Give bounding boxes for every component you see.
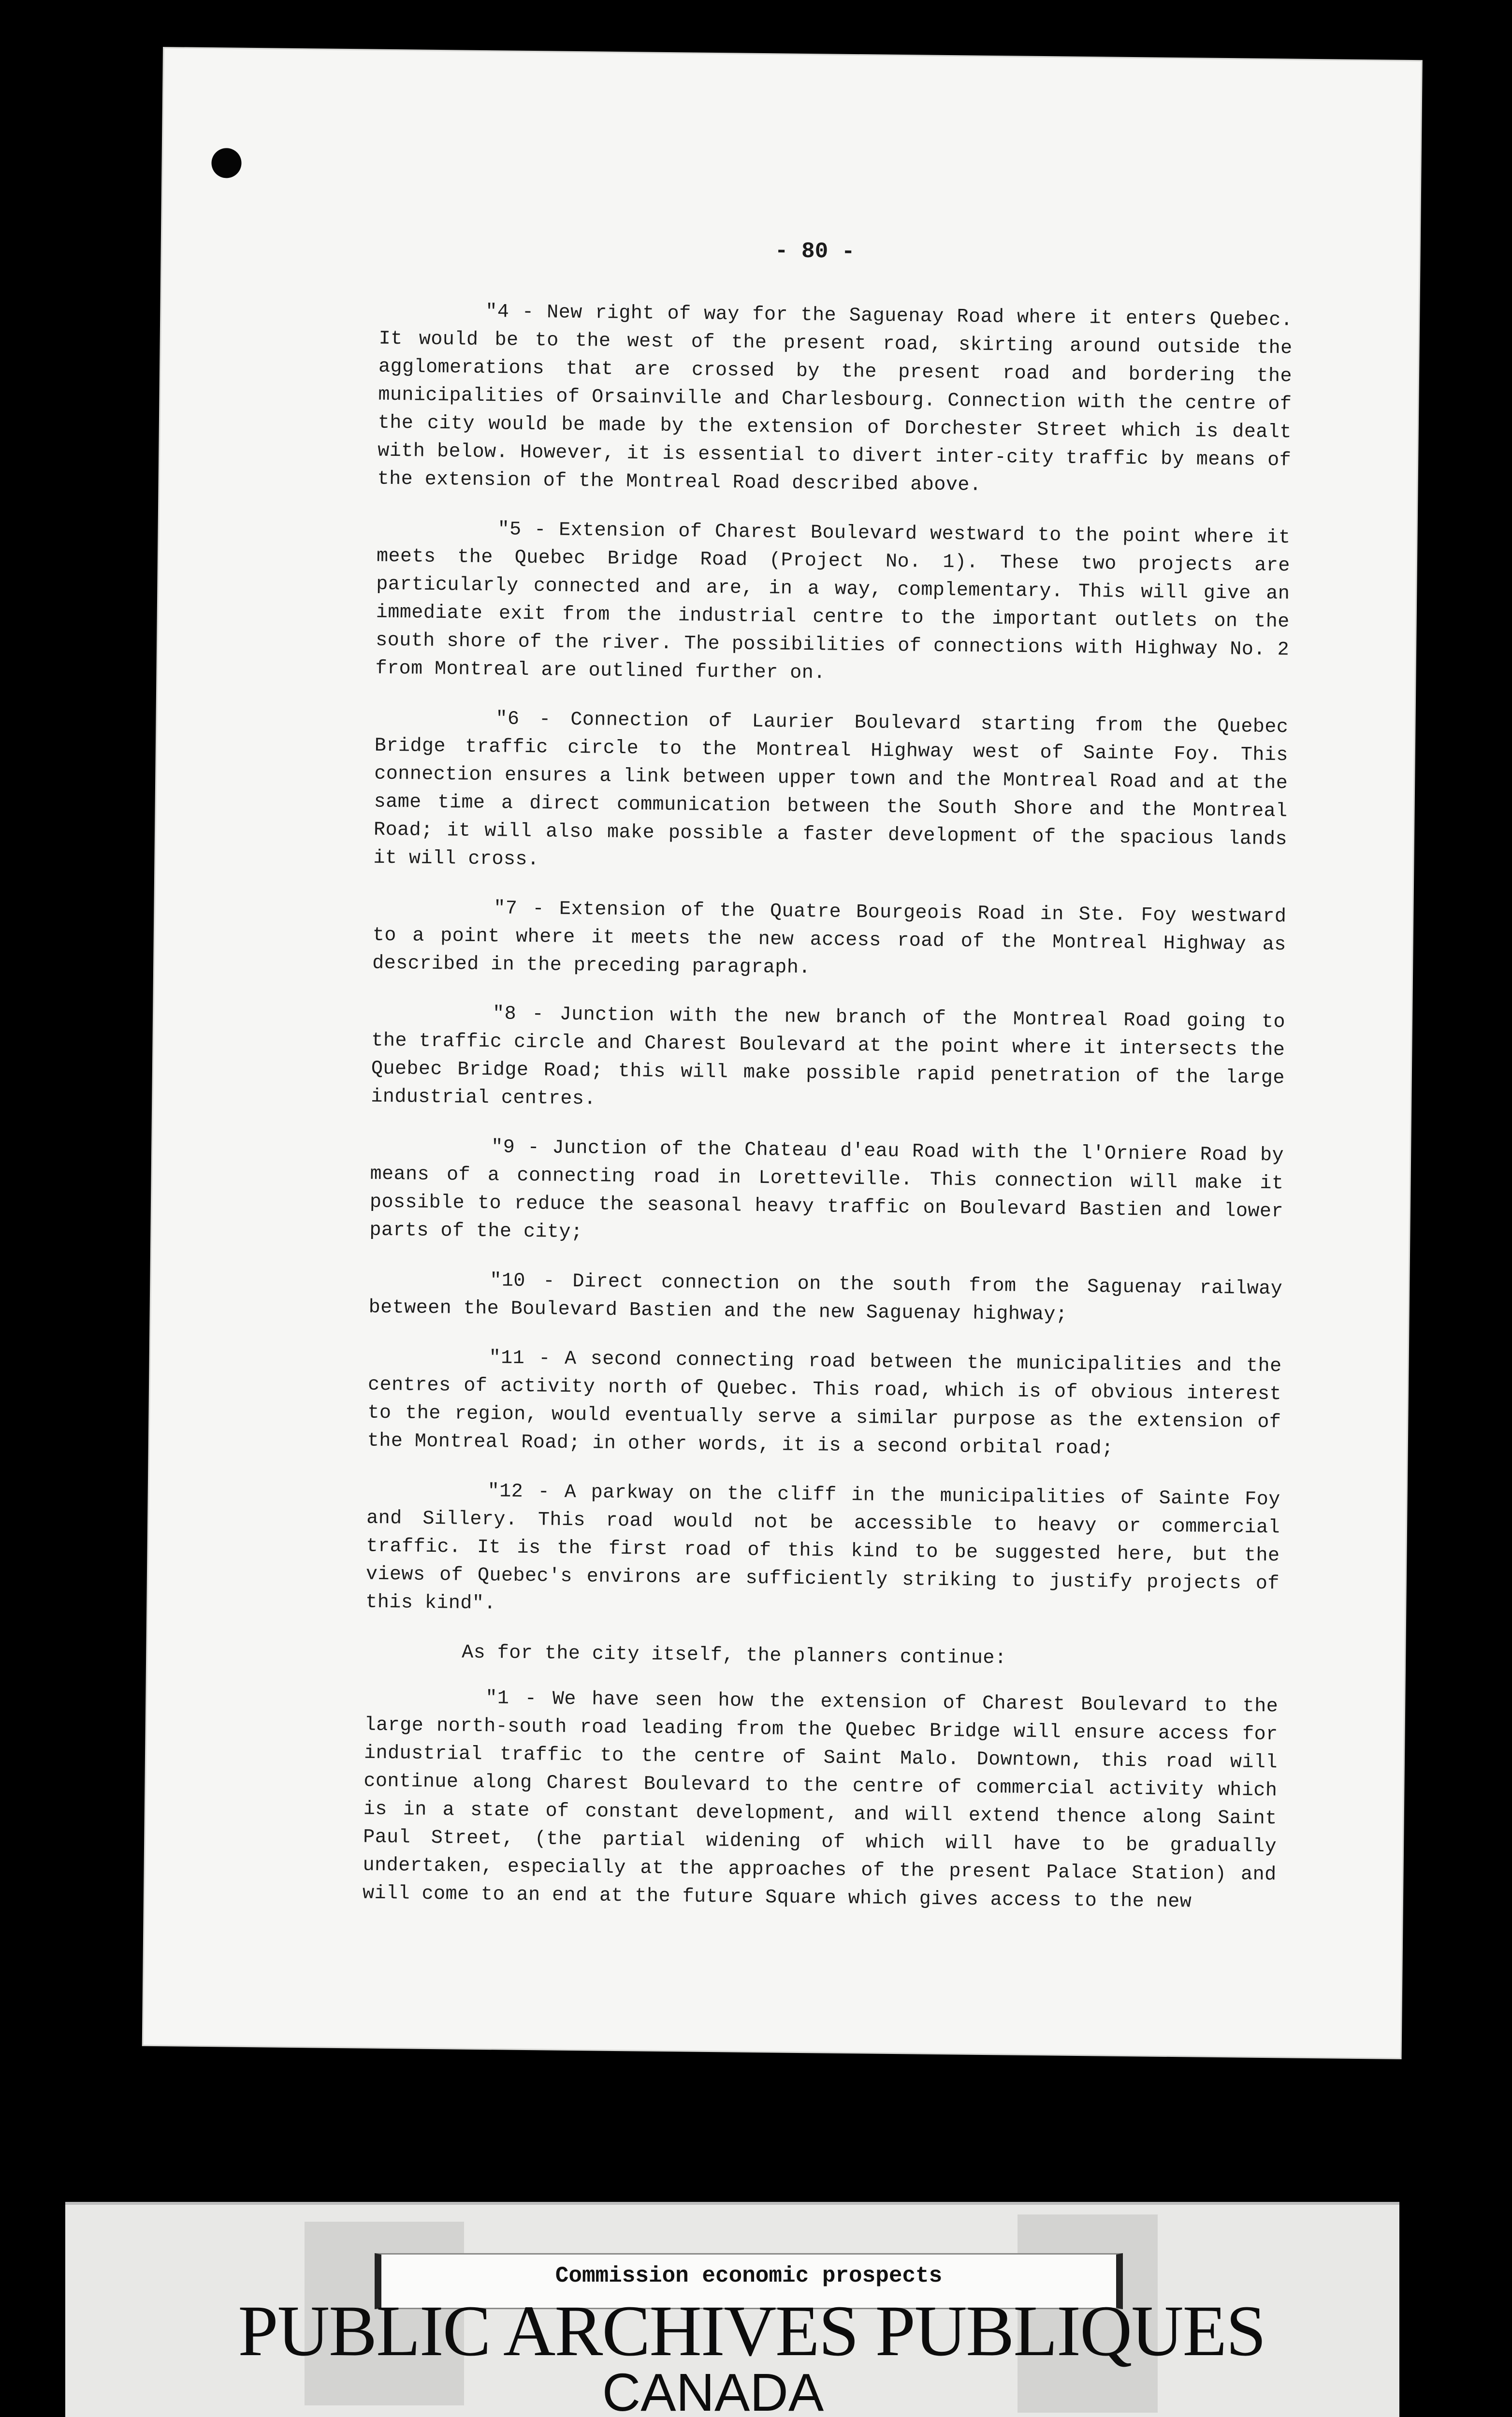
- paragraph-item-9: "9 - Junction of the Chateau d'eau Road with the l'Orniere Road by means of a connecting road in Loretteville. This connection will make it possible to reduce the seasonal heavy traffic on Boulevard Bastien and lower parts of the city;: [369, 1136, 1284, 1244]
- paragraph-item-10: "10 - Direct connection on the south from the Saguenay railway between the Boulevard Bastien and the new Saguenay highway;: [368, 1270, 1283, 1326]
- archive-label: [65, 2202, 1399, 2417]
- punch-hole: [211, 148, 242, 178]
- paragraph-item-7: "7 - Extension of the Quatre Bourgeois Road in Ste. Foy westward to a point where it meets the new access road of the Montreal Highway as described in the preceding paragraph.: [372, 898, 1287, 979]
- archive-title: PUBLIC ARCHIVES PUBLIQUES: [238, 2291, 1265, 2371]
- archive-subtitle: CANADA: [602, 2363, 824, 2417]
- paragraph-city-1: "1 - We have seen how the extension of Charest Boulevard to the large north-south road leading from the Quebec Bridge will ensure access for industrial traffic to the centre of Saint Malo. Downtown, this road will continue along Charest Boulevard to the centre of commercial activity which is in a state of constant development, and will extend thence along Saint Paul Street, (the partial widening of which will have to be gradually undertaken, especially at the approaches of the present Palace Station) and will come to an end at the future Square which gives access to the new: [362, 1688, 1279, 1913]
- paragraph-item-8: "8 - Junction with the new branch of the Montreal Road going to the traffic circle and Charest Boulevard at the point where it intersects the Quebec Bridge Road; this will make possible rapid penetration of the large industrial centres.: [371, 1003, 1286, 1110]
- collection-slip-text: Commission economic prospects: [555, 2263, 943, 2288]
- paragraph-item-4: "4 - New right of way for the Saguenay Road where it enters Quebec. It would be to the west of the present road, skirting around outside the agglomerations that are crossed by the present road and bordering the municipalities of Orsainville and Charlesbourg. Connection with the centre of the city would be made by the extension of Dorchester Street which is dealt with below. However, it is essential to divert inter-city traffic by means of the extension of the Montreal Road described above.: [377, 301, 1293, 496]
- paragraph-item-6: "6 - Connection of Laurier Boulevard starting from the Quebec Bridge traffic circle to the Montreal Highway west of Sainte Foy. This connection ensures a link between upper town and the Montreal Road and at the same time a direct communication between the South Shore and the Montreal Road; it will also make possible a faster development of the spacious lands it will cross.: [373, 708, 1289, 871]
- paragraph-item-12: "12 - A parkway on the cliff in the municipalities of Sainte Foy and Sillery. This road would not be accessible to heavy or commercial traffic. It is the first road of this kind to be suggested here, but the views of Quebec's environs are sufficiently striking to justify projects of this kind".: [365, 1481, 1280, 1615]
- page-number: - 80 -: [774, 238, 855, 264]
- document-body: [362, 297, 1293, 1939]
- intro-line: As for the city itself, the planners continue:: [462, 1642, 1007, 1670]
- paragraph-item-5: "5 - Extension of Charest Boulevard westward to the point where it meets the Quebec Bridge Road (Project No. 1). These two projects are particularly connected and are, in a way, complementary. This will give an immediate exit from the industrial centre to the important outlets on the south shore of the river. The possibilities of connections with Highway No. 2 from Montreal are outlined further on.: [375, 519, 1291, 684]
- document-page: [144, 48, 1421, 2058]
- paragraph-item-11: "11 - A second connecting road between the municipalities and the centres of activity north of Quebec. This road, which is of obvious interest to the region, would eventually serve a similar purpose as the extension of the Montreal Road; in other words, it is a second orbital road;: [367, 1347, 1282, 1460]
